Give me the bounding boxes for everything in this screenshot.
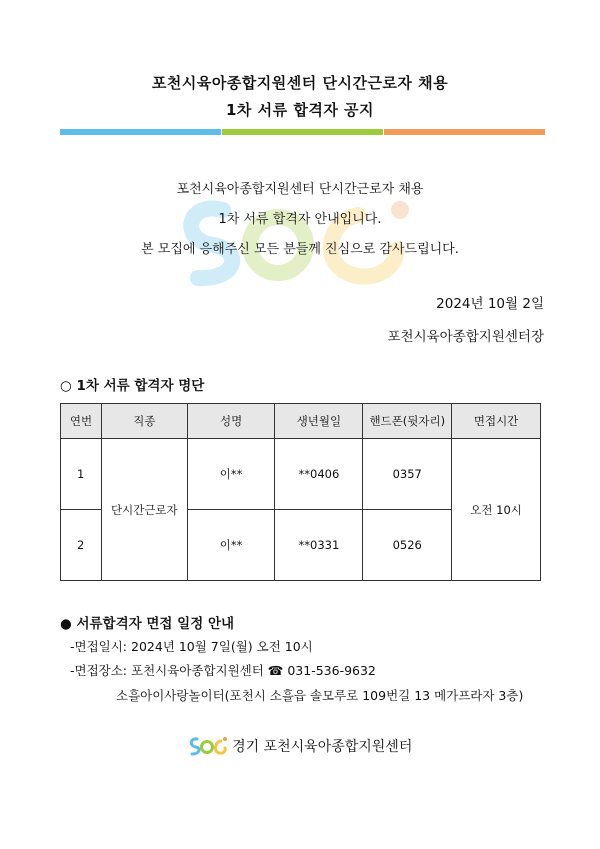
table-row — [61, 439, 541, 510]
row-number: 1 — [61, 439, 102, 510]
name-cell: 이** — [187, 510, 275, 581]
interview-time-cell: 오전 10시 — [452, 439, 541, 581]
divider-blue — [60, 129, 221, 135]
column-header: 면접시간 — [452, 404, 541, 439]
intro-line-1: 포천시육아종합지원센터 단시간근로자 채용 — [176, 182, 424, 197]
schedule-heading: ● 서류합격자 면접 일정 안내 — [60, 616, 235, 632]
notice-date: 2024년 10월 2일 — [436, 296, 544, 312]
interview-address: 소흘아이사랑놀이터(포천시 소흘읍 솔모루로 109번길 13 메가프라자 3층) — [116, 688, 524, 703]
column-header: 성명 — [187, 404, 275, 439]
page-subtitle: 1차 서류 합격자 공지 — [225, 101, 375, 119]
roster-heading: ○ 1차 서류 합격자 명단 — [60, 378, 205, 394]
center-logo-icon — [188, 735, 228, 757]
phone-cell: 0357 — [363, 439, 452, 510]
divider-orange — [384, 129, 545, 135]
footer-org — [0, 735, 600, 757]
interview-place: -면접장소: 포천시육아종합지원센터 ☎ 031-536-9632 — [70, 663, 376, 678]
row-number: 2 — [61, 510, 102, 581]
roster-table — [60, 403, 541, 581]
job-type-cell: 단시간근로자 — [101, 439, 187, 581]
interview-date: -면접일시: 2024년 10월 7일(월) 오전 10시 — [70, 639, 313, 654]
name-cell: 이** — [187, 439, 275, 510]
birth-cell: **0331 — [275, 510, 363, 581]
phone-cell: 0526 — [363, 510, 452, 581]
intro-line-2: 1차 서류 합격자 안내입니다. — [218, 212, 382, 227]
divider-green — [222, 129, 383, 135]
column-header: 직종 — [101, 404, 187, 439]
notice-signer: 포천시육아종합지원센터장 — [387, 329, 544, 345]
intro-line-3: 본 모집에 응해주신 모든 분들께 진심으로 감사드립니다. — [141, 242, 459, 257]
table-header-row — [61, 404, 541, 439]
column-header: 연번 — [61, 404, 102, 439]
birth-cell: **0406 — [275, 439, 363, 510]
page-title: 포천시육아종합지원센터 단시간근로자 채용 — [151, 74, 449, 92]
column-header: 생년월일 — [275, 404, 363, 439]
column-header: 핸드폰(뒷자리) — [363, 404, 452, 439]
footer-org-name: 경기 포천시육아종합지원센터 — [232, 739, 413, 755]
